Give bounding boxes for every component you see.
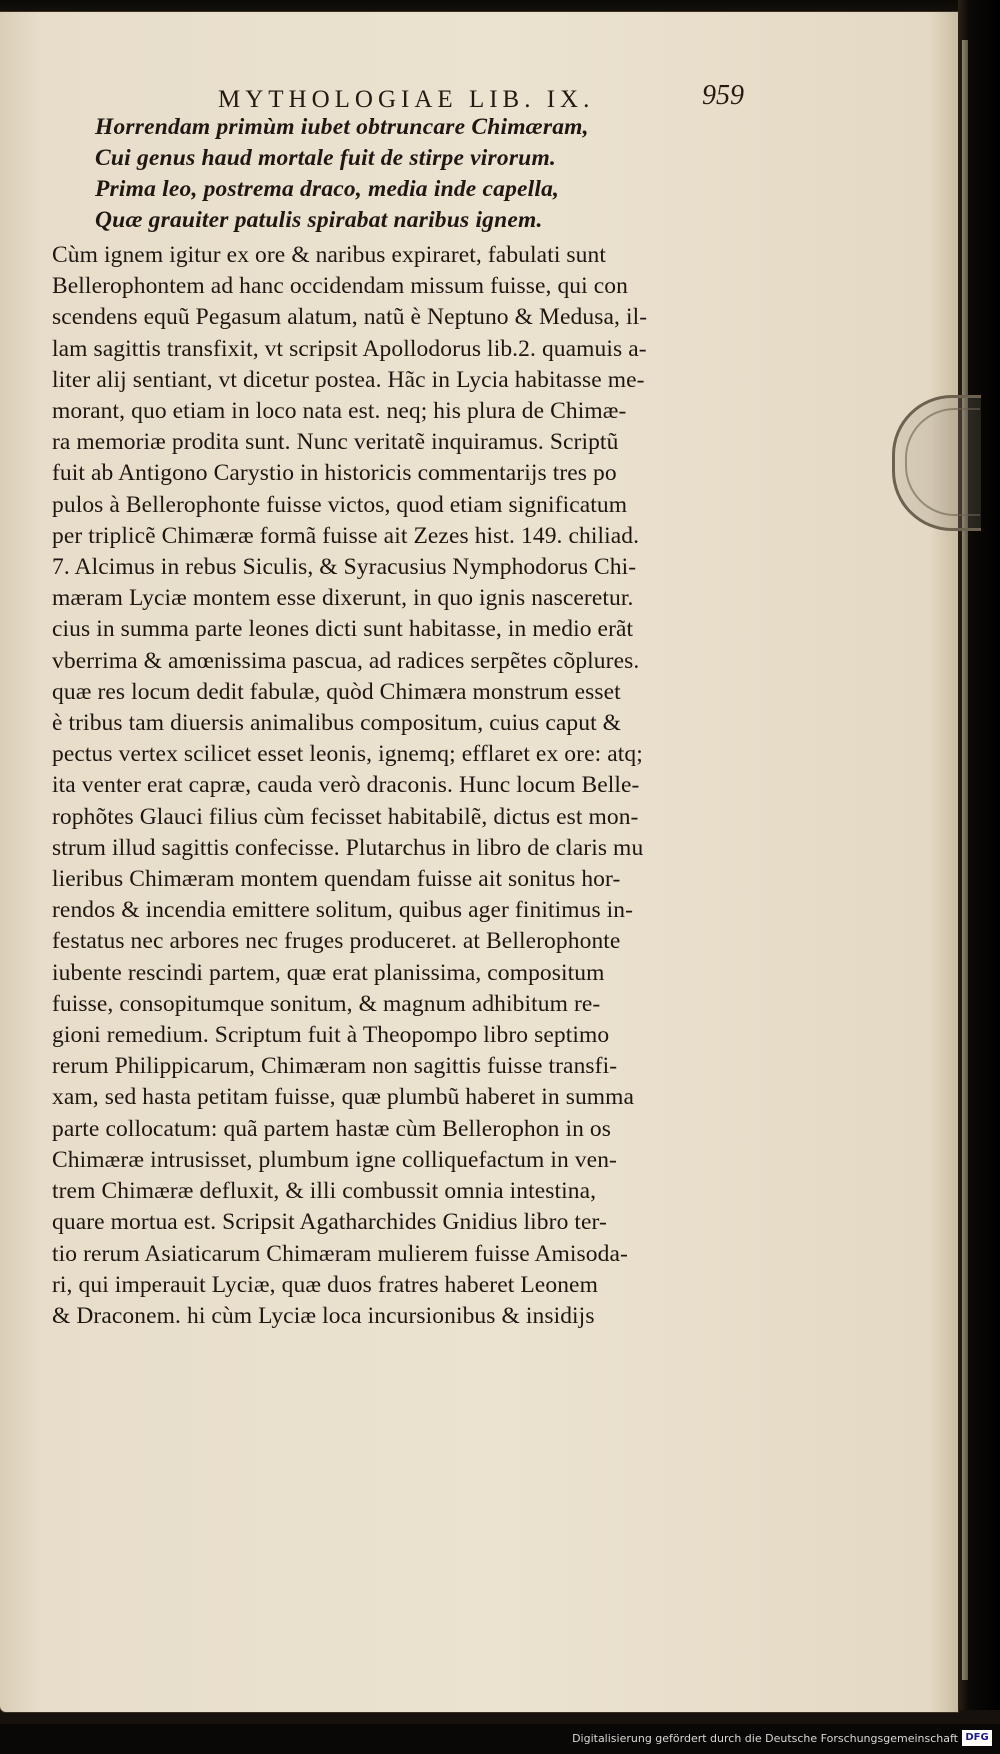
text-line: rendos & incendia emittere solitum, quibus ager finitimus in- — [52, 897, 634, 924]
text-line: 7. Alcimus in rebus Siculis, & Syracusius Nymphodorus Chi- — [52, 554, 637, 581]
verse-line: Cui genus haud mortale fuit de stirpe virorum. — [95, 145, 557, 171]
funding-credit: Digitalisierung gefördert durch die Deutsche Forschungsgemeinschaft — [572, 1732, 958, 1745]
verse-line: Prima leo, postrema draco, media inde capella, — [95, 176, 560, 202]
text-line: quare mortua est. Scripsit Agatharchides Gnidius libro ter- — [52, 1209, 607, 1236]
text-line: mæram Lyciæ montem esse dixerunt, in quo ignis nasceretur. — [52, 585, 634, 612]
body-text — [52, 240, 752, 1332]
text-line: trem Chimæræ defluxit, & illi combussit omnia intestina, — [52, 1178, 597, 1205]
text-line: lieribus Chimæram montem quendam fuisse ait sonitus hor- — [52, 866, 621, 893]
text-line: pulos à Bellerophonte fuisse victos, quod etiam significatum — [52, 491, 628, 518]
text-line: ri, qui imperauit Lyciæ, quæ duos fratres haberet Leonem — [52, 1271, 598, 1298]
text-line: strum illud sagittis confecisse. Plutarchus in libro de claris mu — [52, 834, 644, 861]
page-number: 959 — [702, 80, 744, 111]
text-line: cius in summa parte leones dicti sunt habitasse, in medio erãt — [52, 616, 634, 643]
text-line: ita venter erat capræ, cauda verò draconis. Hunc locum Belle- — [52, 772, 640, 799]
text-line: morant, quo etiam in loco nata est. neq; his plura de Chimæ- — [52, 398, 627, 425]
dfg-logo: DFG — [962, 1730, 992, 1746]
text-line: per triplicẽ Chimæræ formã fuisse ait Zezes hist. 149. chiliad. — [52, 522, 640, 549]
verse-line: Horrendam primùm iubet obtruncare Chimæram, — [95, 114, 589, 140]
verse-line: Quæ grauiter patulis spirabat naribus ignem. — [95, 207, 543, 233]
text-line: xam, sed hasta petitam fuisse, quæ plumbũ haberet in summa — [52, 1084, 635, 1111]
text-line: parte collocatum: quã partem hastæ cùm Bellerophon in os — [52, 1115, 612, 1142]
text-line: liter alij sentiant, vt dicetur postea. Hãc in Lycia habitasse me- — [52, 366, 645, 393]
text-line: rerum Philippicarum, Chimæram non sagittis fuisse transfi- — [52, 1053, 618, 1080]
text-line: fuit ab Antigono Carystio in historicis commentarijs tres po — [52, 460, 617, 487]
text-line: iubente rescindi partem, quæ erat planissima, compositum — [52, 959, 605, 986]
text-line: vberrima & amœnissima pascua, ad radices serpẽtes cõplures. — [52, 647, 640, 674]
text-line: rophõtes Glauci filius cùm fecisset habitabilẽ, dictus est mon- — [52, 803, 639, 830]
text-line: ra memoriæ prodita sunt. Nunc veritatẽ inquiramus. Scriptũ — [52, 429, 619, 456]
text-line: fuisse, consopitumque sonitum, & magnum adhibitum re- — [52, 990, 601, 1017]
text-line: lam sagittis transfixit, vt scripsit Apollodorus lib.2. quamuis a- — [52, 335, 647, 362]
text-line: Chimæræ intrusisset, plumbum igne colliquefactum in ven- — [52, 1146, 617, 1173]
text-line: scendens equũ Pegasum alatum, natũ è Neptuno & Medusa, il- — [52, 304, 648, 331]
running-head: MYTHOLOGIAE LIB. IX. — [218, 86, 595, 113]
text-line: è tribus tam diuersis animalibus compositum, cuius caput & — [52, 710, 622, 737]
text-line: tio rerum Asiaticarum Chimæram mulierem fuisse Amisoda- — [52, 1240, 628, 1267]
text-line: festatus nec arbores nec fruges produceret. at Bellerophonte — [52, 928, 621, 955]
text-line: gioni remedium. Scriptum fuit à Theopompo libro septimo — [52, 1022, 610, 1049]
text-line: & Draconem. hi cùm Lyciæ loca incursionibus & insidijs — [52, 1302, 595, 1329]
page-edge-strip — [962, 40, 968, 1680]
verse-block — [95, 112, 735, 236]
text-line: pectus vertex scilicet esset leonis, ignemq; efflaret ex ore: atq; — [52, 741, 643, 768]
text-line: quæ res locum dedit fabulæ, quòd Chimæra monstrum esset — [52, 678, 621, 705]
text-line: Bellerophontem ad hanc occidendam missum fuisse, qui con — [52, 273, 628, 300]
text-line: Cùm ignem igitur ex ore & naribus expiraret, fabulati sunt — [52, 242, 606, 268]
